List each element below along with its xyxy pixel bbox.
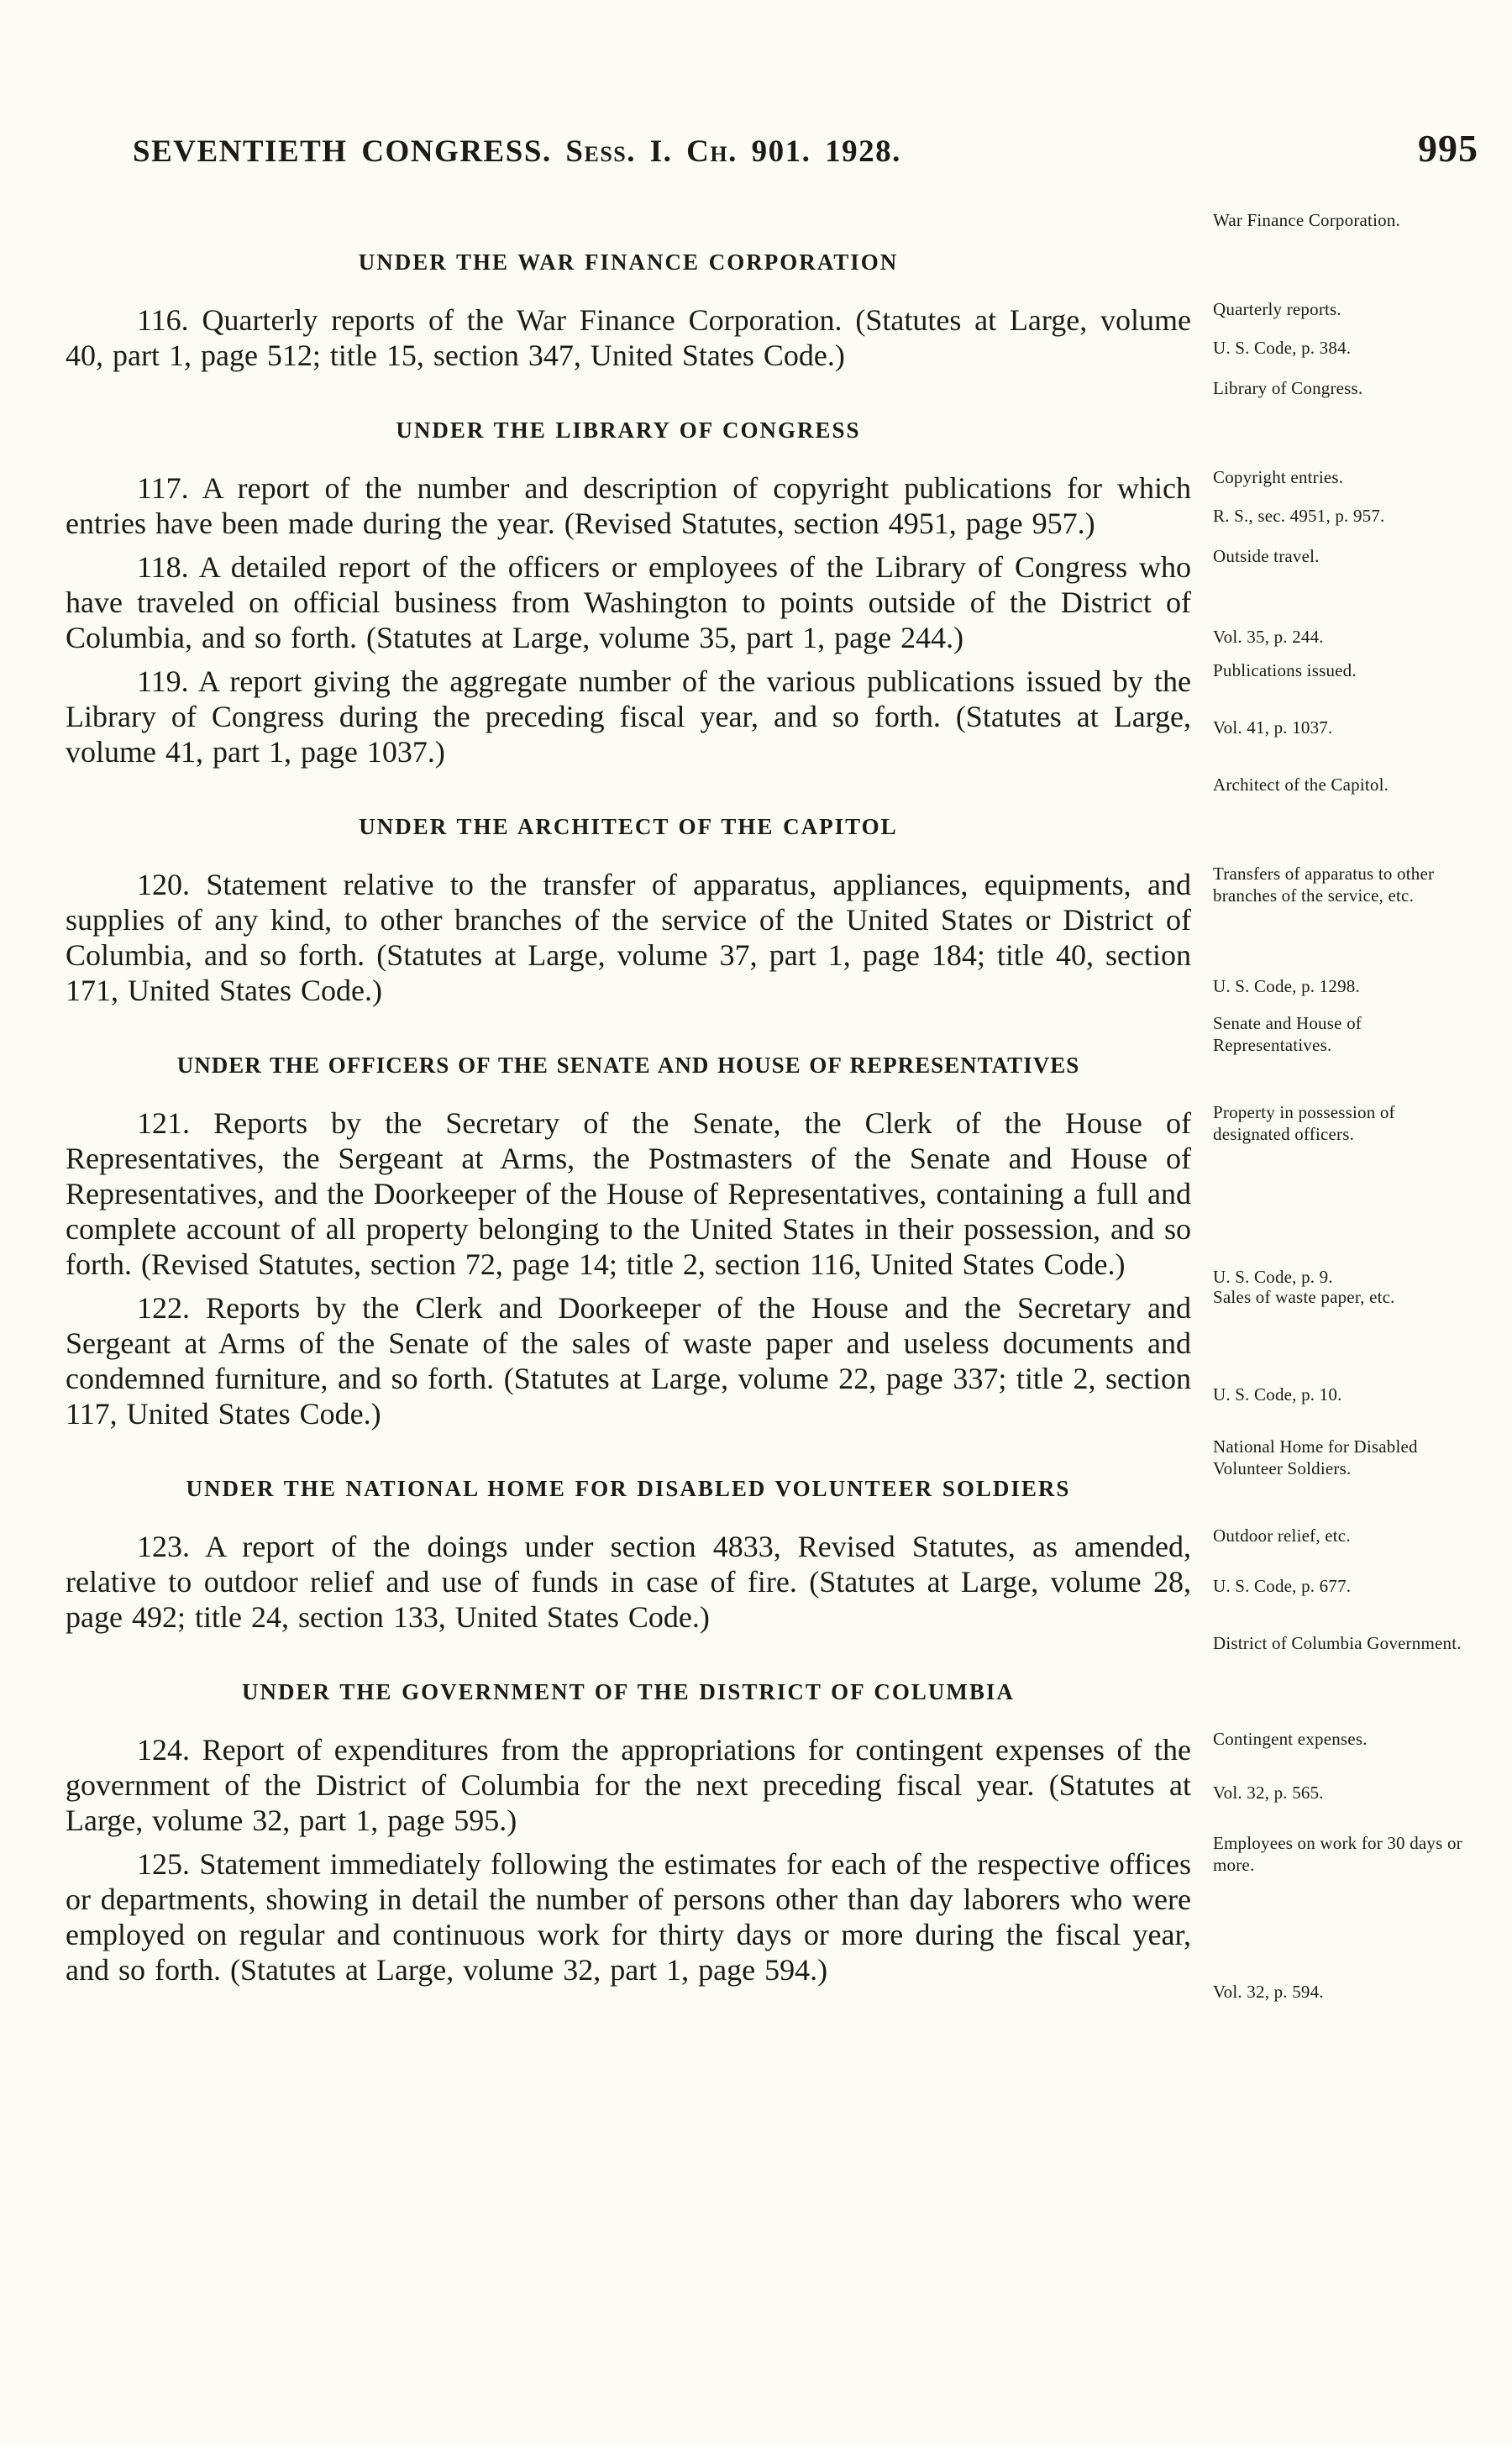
margin-notes bbox=[1213, 377, 1478, 466]
margin-note: War Finance Corporation. bbox=[1213, 210, 1400, 230]
margin-notes bbox=[1213, 1012, 1478, 1101]
page-number: 995 bbox=[1418, 127, 1478, 170]
statute-block bbox=[66, 545, 1478, 659]
margin-notes bbox=[1213, 209, 1478, 298]
margin-notes bbox=[1213, 545, 1478, 659]
margin-note: Vol. 32, p. 565. bbox=[1213, 1783, 1324, 1803]
running-head bbox=[66, 126, 1478, 171]
statute-paragraph: 122. Reports by the Clerk and Doorkeeper of the House and the Secretary and Sergeant at Arms of the Senate of the sales of waste paper and useless documents and condemned furniture, and so forth. (Statutes at Large, volume 22, page 337; title 2, section 117, United States Code.) bbox=[66, 1291, 1191, 1431]
section-heading: UNDER THE OFFICERS OF THE SENATE AND HOUSE OF REPRESENTATIVES bbox=[176, 1053, 1080, 1078]
section-heading: UNDER THE ARCHITECT OF THE CAPITOL bbox=[359, 814, 898, 839]
statute-paragraph: 125. Statement immediately following the estimates for each of the respective offices or departments, showing in detail the number of persons other than day laborers who were employed on regular and continuous work for thirty days or more during the fiscal year, and so forth. (Statutes at Large, volume 32, part 1, page 594.) bbox=[66, 1847, 1191, 1987]
section-block bbox=[66, 1633, 1478, 1728]
margin-notes bbox=[1213, 1833, 1478, 2002]
margin-note: Outside travel. bbox=[1213, 546, 1320, 566]
statute-paragraph: 120. Statement relative to the transfer of apparatus, appliances, equipments, and supplies of any kind, to other branches of the service of the United States or District of Columbia, and so forth. (Statutes at Large, volume 37, part 1, page 184; title 40, section 171, United States Code.) bbox=[66, 868, 1191, 1007]
margin-note: U. S. Code, p. 10. bbox=[1213, 1384, 1342, 1405]
margin-notes bbox=[1213, 298, 1478, 377]
margin-notes bbox=[1213, 1436, 1478, 1525]
margin-note: Transfers of apparatus to other branches of the service, etc. bbox=[1213, 864, 1435, 906]
margin-note: District of Columbia Government. bbox=[1213, 1633, 1462, 1653]
statute-block bbox=[66, 1286, 1478, 1436]
margin-notes bbox=[1213, 863, 1478, 1012]
margin-note: National Home for Disabled Volunteer Soldiers. bbox=[1213, 1436, 1418, 1478]
margin-note: U. S. Code, p. 384. bbox=[1213, 338, 1352, 358]
section-block bbox=[66, 377, 1478, 466]
margin-note: Employees on work for 30 days or more. bbox=[1213, 1833, 1462, 1875]
margin-notes bbox=[1213, 1633, 1478, 1728]
margin-notes bbox=[1213, 659, 1478, 774]
statute-block bbox=[66, 863, 1478, 1012]
statute-block bbox=[66, 1525, 1478, 1639]
margin-note: Quarterly reports. bbox=[1213, 299, 1341, 319]
statute-paragraph: 118. A detailed report of the officers or employees of the Library of Congress who have traveled on official business from Washington to points outside of the District of Columbia, and so forth. (Statutes at Large, volume 35, part 1, page 244.) bbox=[66, 550, 1191, 654]
section-block bbox=[66, 774, 1478, 863]
statute-block bbox=[66, 659, 1478, 774]
section-heading: UNDER THE NATIONAL HOME FOR DISABLED VOLUNTEER SOLDIERS bbox=[186, 1476, 1071, 1501]
margin-note: R. S., sec. 4951, p. 957. bbox=[1213, 506, 1385, 526]
congress-session-line: SEVENTIETH CONGRESS. Sess. I. Ch. 901. 1928. bbox=[133, 134, 901, 169]
margin-note: Copyright entries. bbox=[1213, 467, 1344, 487]
section-heading: UNDER THE LIBRARY OF CONGRESS bbox=[396, 417, 861, 443]
section-heading: UNDER THE WAR FINANCE CORPORATION bbox=[358, 249, 899, 275]
statute-paragraph: 119. A report giving the aggregate number of the various publications issued by the Library of Congress during the preceding fiscal year, and so forth. (Statutes at Large, volume 41, part 1, page 1037.) bbox=[66, 664, 1191, 769]
statute-block bbox=[66, 1101, 1478, 1286]
section-block bbox=[66, 1436, 1478, 1525]
section-heading: UNDER THE GOVERNMENT OF THE DISTRICT OF COLUMBIA bbox=[242, 1679, 1015, 1704]
margin-note: Senate and House of Representatives. bbox=[1213, 1013, 1362, 1055]
margin-notes bbox=[1213, 774, 1478, 863]
margin-notes bbox=[1213, 1525, 1478, 1639]
margin-note: Vol. 41, p. 1037. bbox=[1213, 717, 1333, 738]
margin-notes bbox=[1213, 1728, 1478, 1842]
section-block bbox=[66, 209, 1478, 298]
page-content bbox=[66, 126, 1478, 2002]
margin-note: Architect of the Capitol. bbox=[1213, 775, 1389, 795]
statute-block bbox=[66, 298, 1478, 377]
margin-note: Library of Congress. bbox=[1213, 378, 1363, 398]
margin-note: Vol. 35, p. 244. bbox=[1213, 627, 1324, 647]
statute-block bbox=[66, 466, 1478, 545]
margin-notes bbox=[1213, 1286, 1478, 1436]
margin-note: Publications issued. bbox=[1213, 660, 1357, 680]
margin-note: Property in possession of designated officers. bbox=[1213, 1102, 1395, 1144]
section-block bbox=[66, 1012, 1478, 1101]
margin-note: Sales of waste paper, etc. bbox=[1213, 1287, 1395, 1307]
statute-block bbox=[66, 1728, 1478, 1842]
margin-notes bbox=[1213, 1101, 1478, 1286]
margin-note: U. S. Code, p. 677. bbox=[1213, 1576, 1352, 1596]
margin-note: Vol. 32, p. 594. bbox=[1213, 1982, 1324, 2002]
margin-notes bbox=[1213, 466, 1478, 545]
statute-paragraph: 123. A report of the doings under section 4833, Revised Statutes, as amended, relative to outdoor relief and use of funds in case of fire. (Statutes at Large, volume 28, page 492; title 24, section 133, United States Code.) bbox=[66, 1530, 1191, 1634]
margin-note: Outdoor relief, etc. bbox=[1213, 1525, 1351, 1546]
margin-note: Contingent expenses. bbox=[1213, 1729, 1368, 1749]
statute-paragraph: 121. Reports by the Secretary of the Senate, the Clerk of the House of Representatives, the Sergeant at Arms, the Postmasters of the Senate and House of Representatives, and the Doorkeeper of the House of Representatives, containing a full and complete account of all property belonging to the United States in their possession, and so forth. (Revised Statutes, section 72, page 14; title 2, section 116, United States Code.) bbox=[66, 1106, 1191, 1281]
statute-block bbox=[66, 1833, 1478, 2002]
statute-paragraph: 117. A report of the number and description of copyright publications for which entries have been made during the year. (Revised Statutes, section 4951, page 957.) bbox=[66, 471, 1191, 540]
margin-note: U. S. Code, p. 9. bbox=[1213, 1267, 1333, 1287]
margin-note: U. S. Code, p. 1298. bbox=[1213, 976, 1360, 996]
statute-paragraph: 124. Report of expenditures from the appropriations for contingent expenses of the government of the District of Columbia for the next preceding fiscal year. (Statutes at Large, volume 32, part 1, page 595.) bbox=[66, 1733, 1191, 1837]
statute-paragraph: 116. Quarterly reports of the War Finance Corporation. (Statutes at Large, volume 40, part 1, page 512; title 15, section 347, United States Code.) bbox=[66, 303, 1191, 372]
